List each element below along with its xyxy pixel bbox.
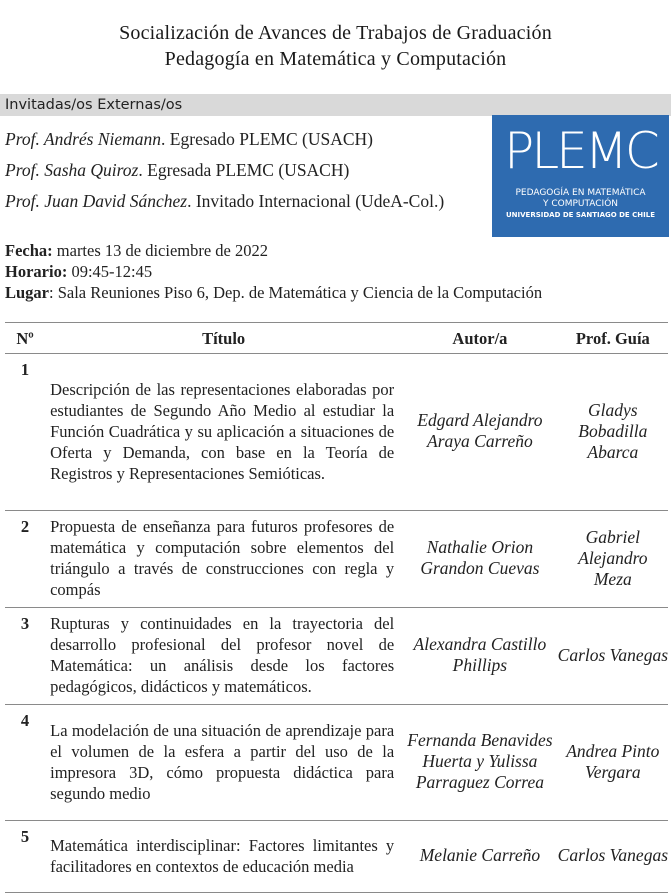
guest-name: Prof. Sasha Quiroz: [5, 160, 139, 180]
row-number: 5: [5, 821, 45, 893]
row-number: 1: [5, 354, 45, 511]
logo-line-3: UNIVERSIDAD DE SANTIAGO DE CHILE: [505, 211, 655, 219]
logo-line-1: PEDAGOGÍA EN MATEMÁTICA: [515, 188, 646, 198]
table-row: [5, 705, 668, 821]
guest-description: . Egresado PLEMC (USACH): [161, 129, 373, 149]
title-line-2: Pedagogía en Matemática y Computación: [164, 48, 507, 70]
row-number: 3: [5, 608, 45, 705]
guest-name: Prof. Juan David Sánchez: [5, 191, 188, 211]
work-author: Nathalie Orion Grandon Cuevas: [402, 511, 557, 608]
logo-line-2: Y COMPUTACIÓN: [542, 199, 619, 209]
date-value: martes 13 de diciembre de 2022: [52, 241, 269, 260]
header-title: Título: [45, 323, 402, 354]
guest-description: . Egresada PLEMC (USACH): [138, 160, 350, 180]
work-advisor: Carlos Vanegas: [558, 608, 668, 705]
time-label: Horario:: [5, 262, 68, 281]
header-author: Autor/a: [402, 323, 557, 354]
work-title: Propuesta de enseñanza para futuros profesores de matemática y computación sobre elementos del triángulo a través de construcciones con regla y compás: [45, 511, 402, 608]
guest-item: [5, 124, 485, 155]
work-author: Edgard Alejandro Araya Carreño: [402, 354, 557, 511]
work-author: Fernanda Benavides Huerta y Yulissa Parraguez Correa: [402, 705, 557, 821]
row-number: 2: [5, 511, 45, 608]
work-advisor: Andrea Pinto Vergara: [558, 705, 668, 821]
event-time: [5, 261, 665, 282]
guest-list: [5, 124, 485, 217]
work-advisor: Gabriel Alejandro Meza: [558, 511, 668, 608]
title-line-1: Socialización de Avances de Trabajos de Graduación: [119, 22, 552, 44]
header-advisor: Prof. Guía: [558, 323, 668, 354]
document-title: [0, 20, 671, 72]
guest-description: . Invitado Internacional (UdeA-Col.): [187, 191, 445, 211]
table-row: [5, 821, 668, 893]
guest-item: [5, 186, 485, 217]
place-label: Lugar: [5, 283, 50, 302]
work-title: La modelación de una situación de aprendizaje para el volumen de la esfera a partir del uso de la impresora 3D, cómo propuesta didáctica para segundo medio: [45, 705, 402, 821]
works-table: [5, 322, 668, 893]
work-advisor: Gladys Bobadilla Abarca: [558, 354, 668, 511]
work-title: Descripción de las representaciones elaboradas por estudiantes de Segundo Año Medio al estudiar la Función Cuadrática y su aplicación a situaciones de Oferta y Demanda, con base en la Teoría de Registros y Representaciones Semióticas.: [45, 354, 402, 511]
work-advisor: Carlos Vanegas: [558, 821, 668, 893]
work-author: Alexandra Castillo Phillips: [402, 608, 557, 705]
event-info: [5, 240, 665, 303]
time-value: 09:45-12:45: [67, 262, 153, 281]
event-date: [5, 240, 665, 261]
table-row: [5, 608, 668, 705]
table-row: [5, 511, 668, 608]
logo-subtitle: [492, 188, 669, 221]
header-num: Nº: [5, 323, 45, 354]
work-author: Melanie Carreño: [402, 821, 557, 893]
guests-section-header: Invitadas/os Externas/os: [0, 94, 671, 116]
guest-name: Prof. Andrés Niemann: [5, 129, 162, 149]
table-row: [5, 354, 668, 511]
guest-item: [5, 155, 485, 186]
event-place: [5, 282, 665, 303]
plemc-logo: [492, 115, 669, 237]
row-number: 4: [5, 705, 45, 821]
work-title: Rupturas y continuidades en la trayectoria del desarrollo profesional del profesor novel de Matemática: un análisis desde los factores pedagógicos, didácticos y matemáticos.: [45, 608, 402, 705]
date-label: Fecha:: [5, 241, 53, 260]
logo-mark: PLEMC: [504, 122, 657, 180]
work-title: Matemática interdisciplinar: Factores limitantes y facilitadores en contextos de educación media: [45, 821, 402, 893]
place-value: : Sala Reuniones Piso 6, Dep. de Matemática y Ciencia de la Computación: [49, 283, 543, 302]
table-header-row: [5, 323, 668, 354]
